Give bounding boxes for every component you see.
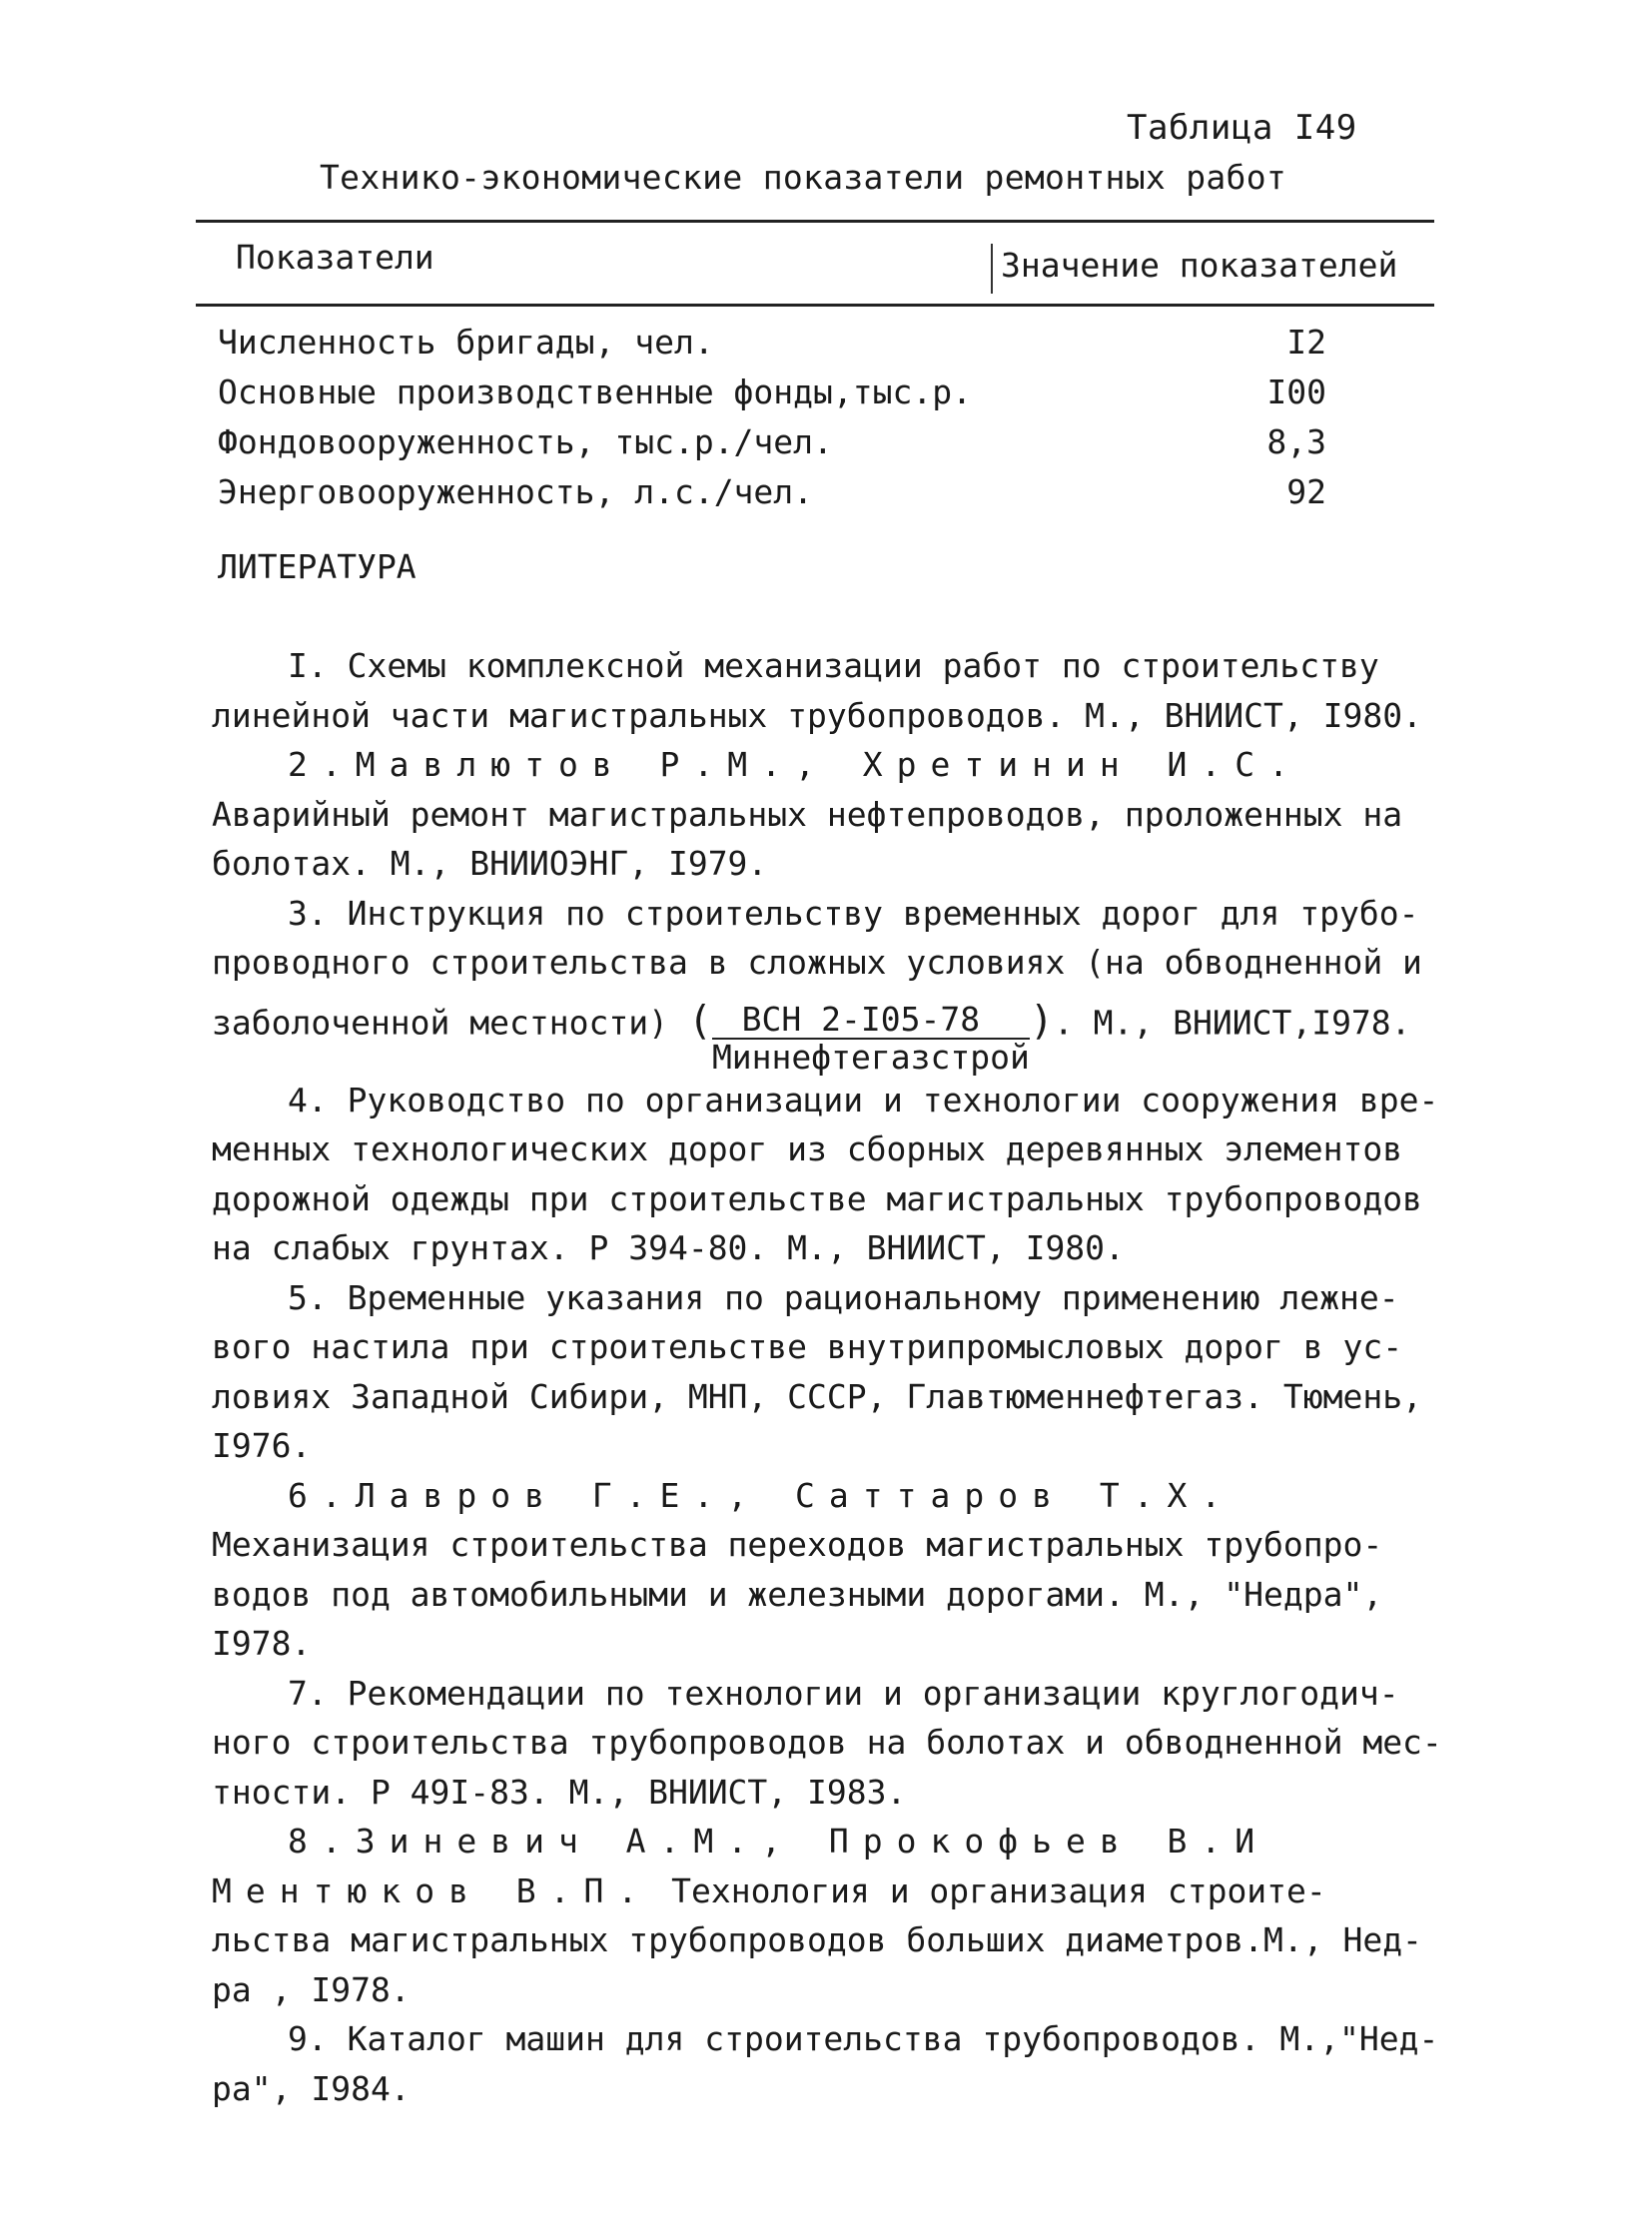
table-row (218, 417, 1416, 467)
table-row (218, 467, 1416, 517)
column-header-values: Значение показателей (1001, 246, 1398, 285)
row-label: Численность бригады, чел. (218, 323, 714, 362)
row-value: 92 (1286, 472, 1326, 511)
reference-item: 9. Каталог машин для строительства трубопроводов. М.,"Нед- ра", I984. (212, 2019, 1439, 2108)
table-row (218, 318, 1416, 368)
row-label: Основные производственные фонды,тыс.р. (218, 373, 972, 411)
reference-item: 7. Рекомендации по технологии и организации круглогодич- ного строительства трубопроводов на болотах и обводненной мес- тности. Р 49I-83. М., ВНИИСТ, I983. (212, 1673, 1442, 1812)
reference-item: 3. Инструкция по строительству временных дорог для трубо- проводного строительства в сложных условиях (на обводненной и заболоченной местности) ( $\frac{\text{ВСН 2-I05-78}}{\text{Миннефтегазстрой}}$ ). М., ВНИИСТ,I978. (212, 893, 1422, 1077)
column-header-indicators: Показатели (236, 238, 434, 277)
row-label: Энерговооруженность, л.с./чел. (218, 472, 814, 511)
reference-item: 6.Лавров Г.Е., Саттаров Т.Х. Механизация строительства переходов магистральных трубопро- водов под автомобильными и железными дорогами. М., "Недра", I978. (212, 1475, 1383, 1663)
reference-item: 4. Руководство по организации и технологии сооружения вре- менных технологических дорог из сборных деревянных элементов дорожной одежды при строительстве магистральных трубопроводов на слабых грунтах. Р 394-80. М., ВНИИСТ, I980. (212, 1080, 1439, 1267)
fraction-numerator: ВСН 2-I05-78 (712, 1002, 1030, 1040)
fraction (711, 999, 1030, 1077)
reference-item: I. Схемы комплексной механизации работ по строительству линейной части магистральных трубопроводов. М., ВНИИСТ, I980. (212, 646, 1422, 735)
table-row (218, 368, 1416, 417)
table-number: Таблица I49 (1127, 108, 1357, 148)
table-top-rule (196, 220, 1434, 223)
row-value: I00 (1266, 373, 1326, 411)
literature-heading: ЛИТЕРАТУРА (218, 547, 416, 586)
reference-list (212, 641, 1450, 2113)
reference-item: 5. Временные указания по рациональному применению лежне- вого настила при строительстве внутрипромысловых дорог в ус- ловиях Западной Сибири, МНП, СССР, Главтюменнефтегаз. Тюмень, I976. (212, 1277, 1422, 1465)
row-value: I2 (1286, 323, 1326, 362)
table-title: Технико-экономические показатели ремонтных работ (320, 158, 1287, 197)
row-value: 8,3 (1266, 422, 1326, 461)
reference-item: 2.Мавлютов Р.М., Хретинин И.С. Аварийный ремонт магистральных нефтепроводов, проложенных на болотах. М., ВНИИОЭНГ, I979. (212, 745, 1403, 883)
reference-item: 8.Зиневич А.М., Прокофьев В.И Ментюков В.П. Технология и организация строите- льства магистральных трубопроводов больших диаметров.М., Нед- ра , I978. (212, 1822, 1422, 2009)
row-label: Фондовооруженность, тыс.р./чел. (218, 422, 833, 461)
table-header-rule (196, 304, 1434, 307)
table-body (218, 318, 1416, 517)
fraction-denominator: Миннефтегазстрой (711, 1037, 1030, 1077)
